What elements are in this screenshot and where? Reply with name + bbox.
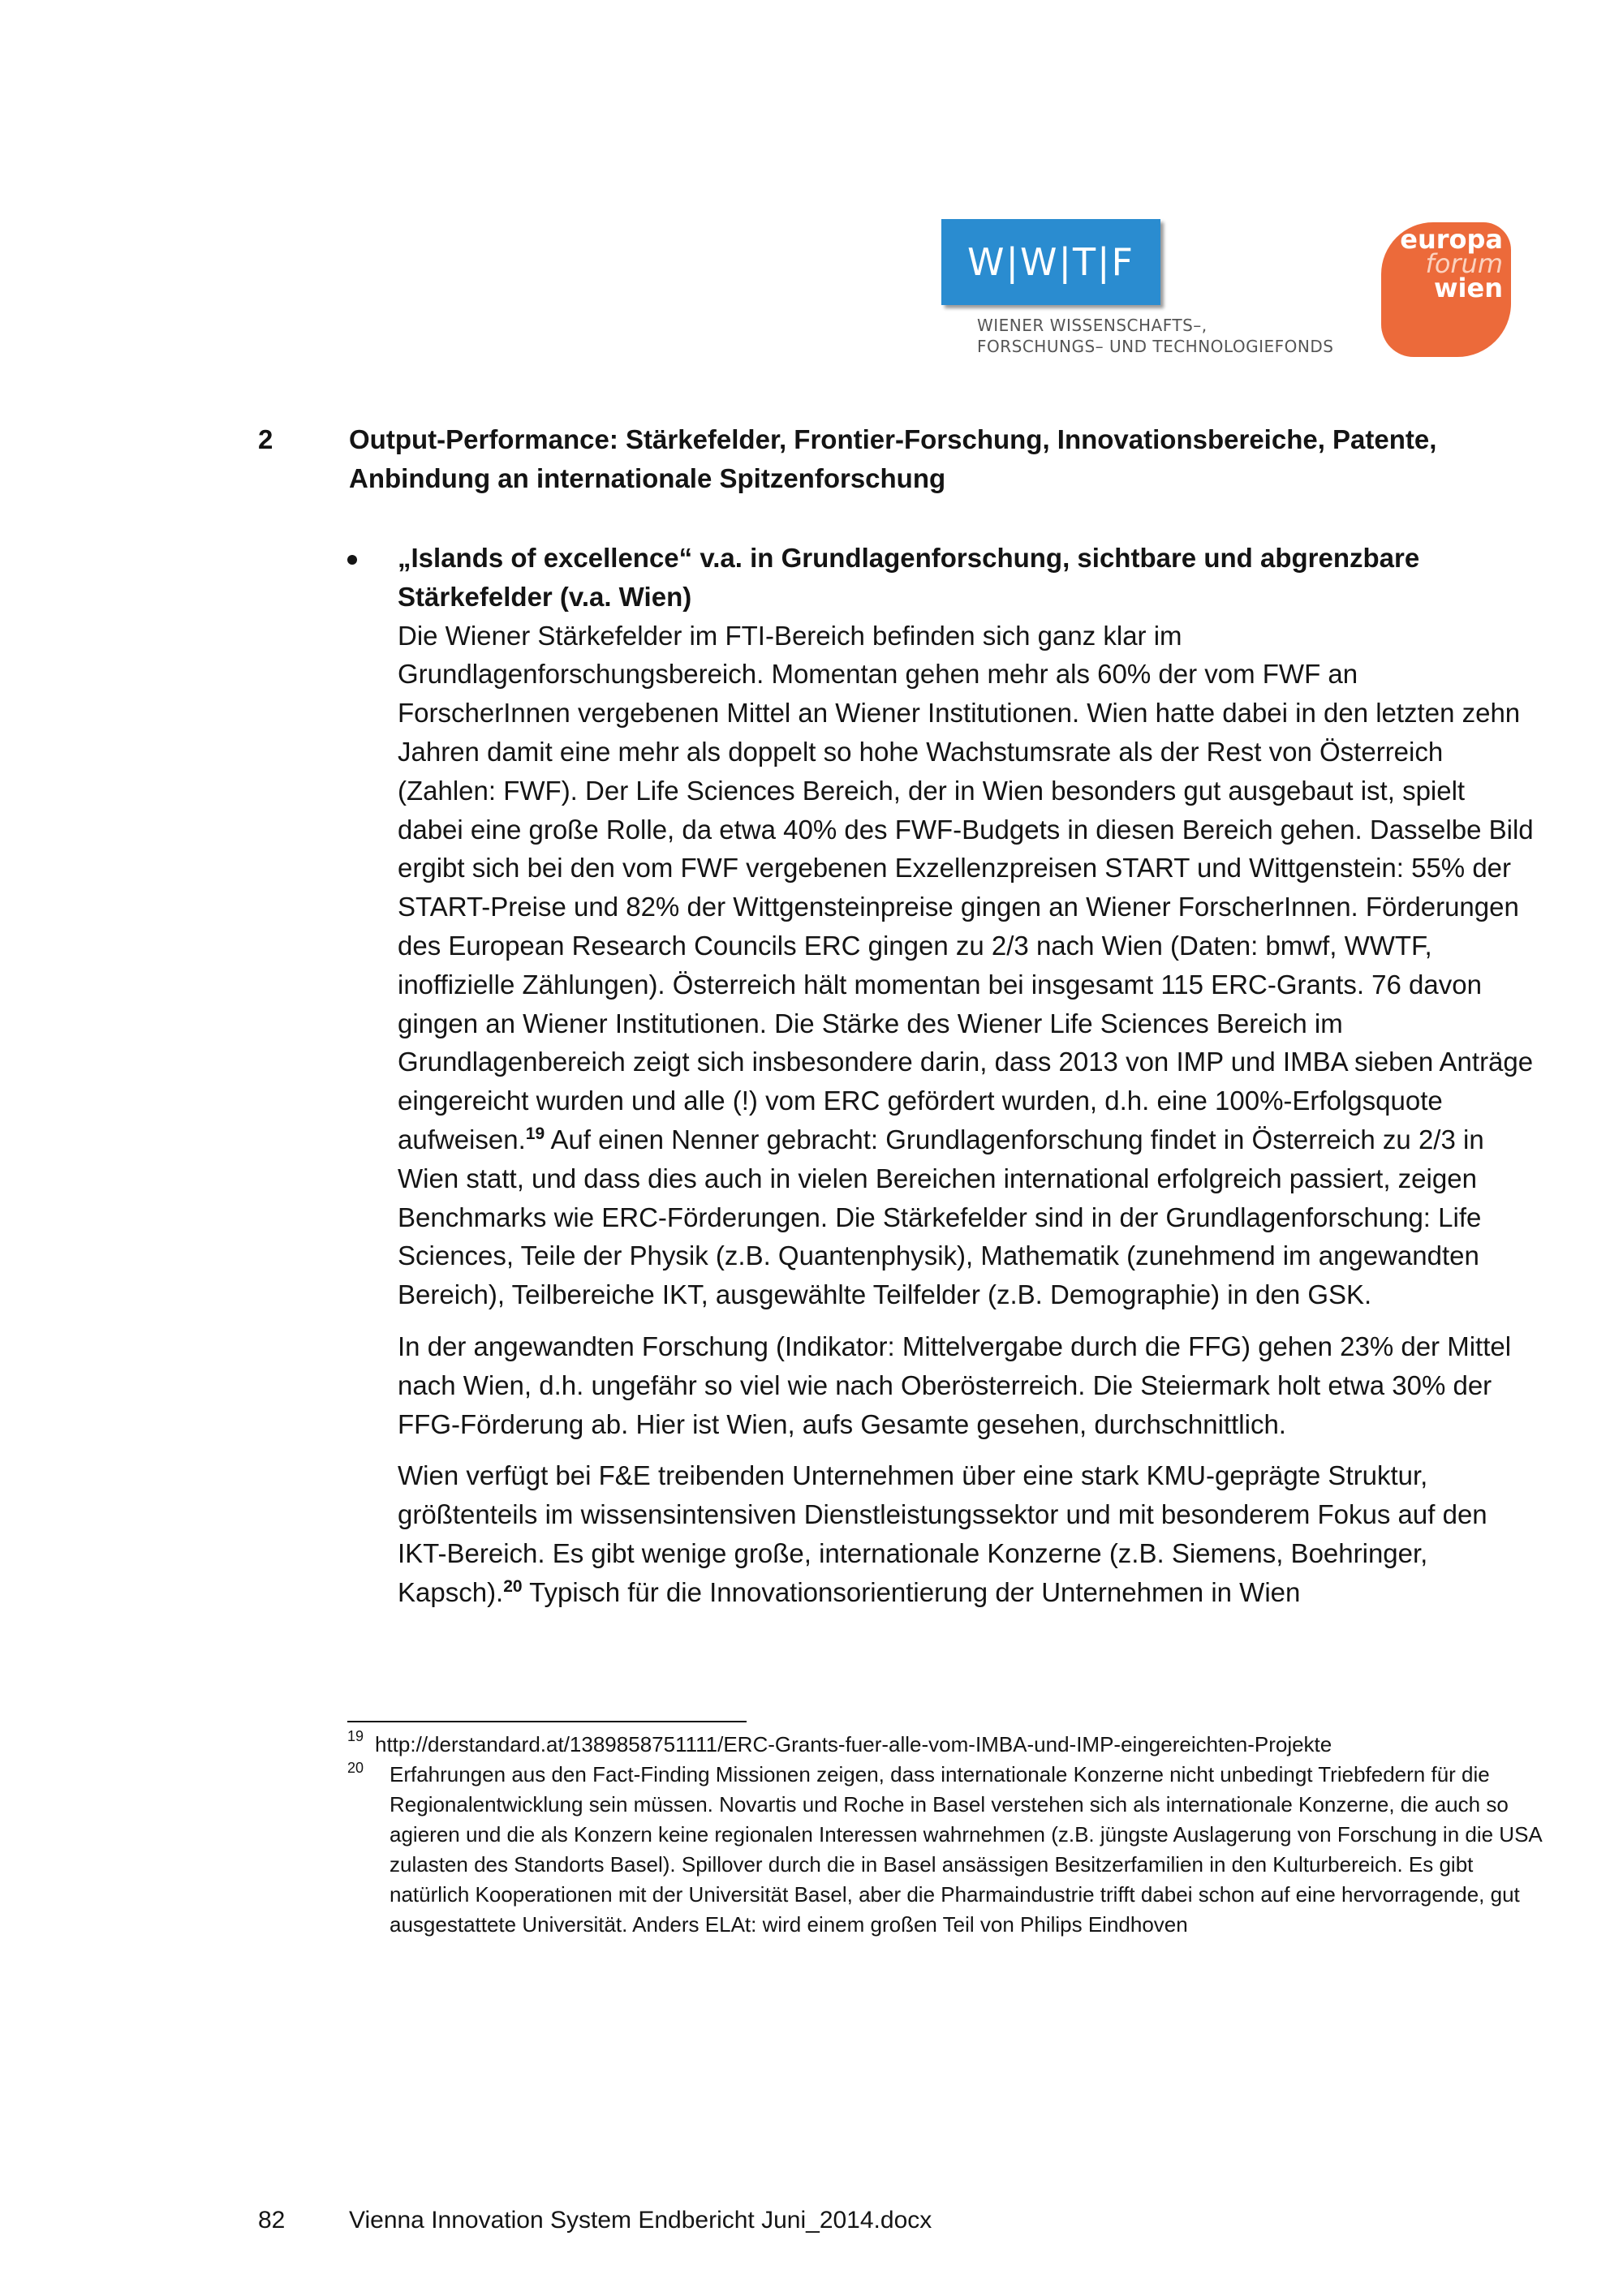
paragraph-3-text-a: Wien verfügt bei F&E treibenden Unternehmen über eine stark KMU-geprägte Struktur, größtenteils im wissensintensiven Dienstleistungssektor und mit besonderem Fokus auf den IKT-Bereich. Es gibt wenige große, internationale Konzerne (z.B. Siemens, Boehringer, Kapsch). [398, 1460, 1487, 1607]
bullet-item [398, 539, 1534, 1612]
footnote-link[interactable]: http://derstandard.at/1389858751111/ERC-Grants-fuer-alle-vom-IMBA-und-IMP-eingereichten-Projekte [375, 1732, 1332, 1756]
wwtf-logo [941, 219, 1355, 357]
paragraph-1-text-a: Die Wiener Stärkefelder im FTI-Bereich befinden sich ganz klar im Grundlagenforschungsbereich. Momentan gehen mehr als 60% der vom FWF an ForscherInnen vergebenen Mittel an Wiener Institutionen. Wien hatte dabei in den letzten zehn Jahren damit eine mehr als doppelt so hohe Wachstumsrate als der Rest von Österreich (Zahlen: FWF). Der Life Sciences Bereich, der in Wien besonders gut ausgebaut ist, spielt dabei eine große Rolle, da etwa 40% des FWF-Budgets in diesen Bereich gehen. Dasselbe Bild ergibt sich bei den vom FWF vergebenen Exzellenzpreisen START und Wittgenstein: 55% der START-Preise und 82% der Wittgensteinpreise gingen an Wiener ForscherInnen. Förderungen des European Research Councils ERC gingen zu 2/3 nach Wien (Daten: bmwf, WWTF, inoffizielle Zählungen). Österreich hält momentan bei insgesamt 115 ERC-Grants. 76 davon gingen an Wiener Institutionen. Die Stärke des Wiener Life Sciences Bereich im Grundlagenbereich zeigt sich insbesondere darin, dass 2013 von IMP und IMBA sieben Anträge eingereicht wurden und alle (!) vom ERC gefördert wurden, d.h. eine 100%-Erfolgsquote aufweisen. [398, 620, 1534, 1154]
footnotes [347, 1730, 1548, 1940]
wwtf-subline-2: FORSCHUNGS– UND TECHNOLOGIEFONDS [977, 337, 1334, 356]
bullet-content [398, 539, 1534, 1612]
footnote-ref-20[interactable]: 20 [503, 1576, 523, 1596]
europaforum-logo [1381, 222, 1511, 357]
wwtf-subline-1: WIENER WISSENSCHAFTS–, [977, 316, 1208, 335]
wwtf-logo-subline [977, 315, 1333, 357]
bullet-paragraph-3 [398, 1456, 1534, 1611]
wwtf-logo-text: W|W|T|F [966, 240, 1135, 284]
europaforum-line1: europa [1400, 224, 1503, 255]
bullet-title: „Islands of excellence“ v.a. in Grundlagenforschung, sichtbare und abgrenzbare Stärkefelder (v.a. Wien) [398, 543, 1420, 612]
section-number: 2 [258, 424, 273, 454]
footnote-20 [347, 1760, 1548, 1940]
footnote-text: Erfahrungen aus den Fact-Finding Missionen zeigen, dass internationale Konzerne nicht unbedingt Triebfedern für die Regionalentwicklung sein müssen. Novartis und Roche in Basel verstehen sich als internationale Konzerne, die auch so agieren und die als Konzern keine regionalen Interessen wahrnehmen (z.B. jüngste Auslagerung von Forschung in die USA zulasten des Standorts Basel). Spillover durch die in Basel ansässigen Besitzerfamilien in den Kulturbereich. Es gibt natürlich Kooperationen mit der Universität Basel, aber die Pharmaindustrie trifft dabei schon auf eine hervorragende, gut ausgestattete Universität. Anders ELAt: wird einem großen Teil von Philips Eindhoven [390, 1762, 1542, 1937]
footnote-19 [347, 1730, 1548, 1760]
bullet-dot-icon [347, 555, 357, 565]
footnote-number: 19 [347, 1728, 364, 1744]
europaforum-line2: forum [1425, 248, 1503, 279]
page-number: 82 [258, 2207, 286, 2234]
europaforum-logo-text [1381, 224, 1503, 303]
bullet-paragraph-1 [398, 617, 1534, 1314]
document-filename: Vienna Innovation System Endbericht Juni_2014.docx [349, 2207, 932, 2234]
footnote-number: 20 [347, 1760, 364, 1776]
bullet-paragraph-2: In der angewandten Forschung (Indikator: Mittelvergabe durch die FFG) gehen 23% der Mittel nach Wien, d.h. ungefähr so viel wie nach Oberösterreich. Die Steiermark holt etwa 30% der FFG-Förderung ab. Hier ist Wien, aufs Gesamte gesehen, durchschnittlich. [398, 1331, 1512, 1439]
europaforum-line3: wien [1433, 273, 1503, 303]
wwtf-logo-mark [941, 219, 1160, 305]
paragraph-1-text-b: Auf einen Nenner gebracht: Grundlagenforschung findet in Österreich zu 2/3 in Wien statt, und dass dies auch in vielen Bereichen international erfolgreich passiert, zeigen Benchmarks wie ERC-Förderungen. Die Stärkefelder sind in der Grundlagenforschung: Life Sciences, Teile der Physik (z.B. Quantenphysik), Mathematik (zunehmend im angewandten Bereich), Teilbereiche IKT, ausgewählte Teilfelder (z.B. Demographie) in den GSK. [398, 1124, 1484, 1310]
footnote-ref-19[interactable]: 19 [525, 1124, 545, 1143]
footnote-separator [347, 1721, 747, 1722]
paragraph-3-text-b: Typisch für die Innovationsorientierung der Unternehmen in Wien [522, 1576, 1301, 1607]
section-title: Output-Performance: Stärkefelder, Frontier-Forschung, Innovationsbereiche, Patente, Anbindung an internationale Spitzenforschung [349, 424, 1437, 493]
